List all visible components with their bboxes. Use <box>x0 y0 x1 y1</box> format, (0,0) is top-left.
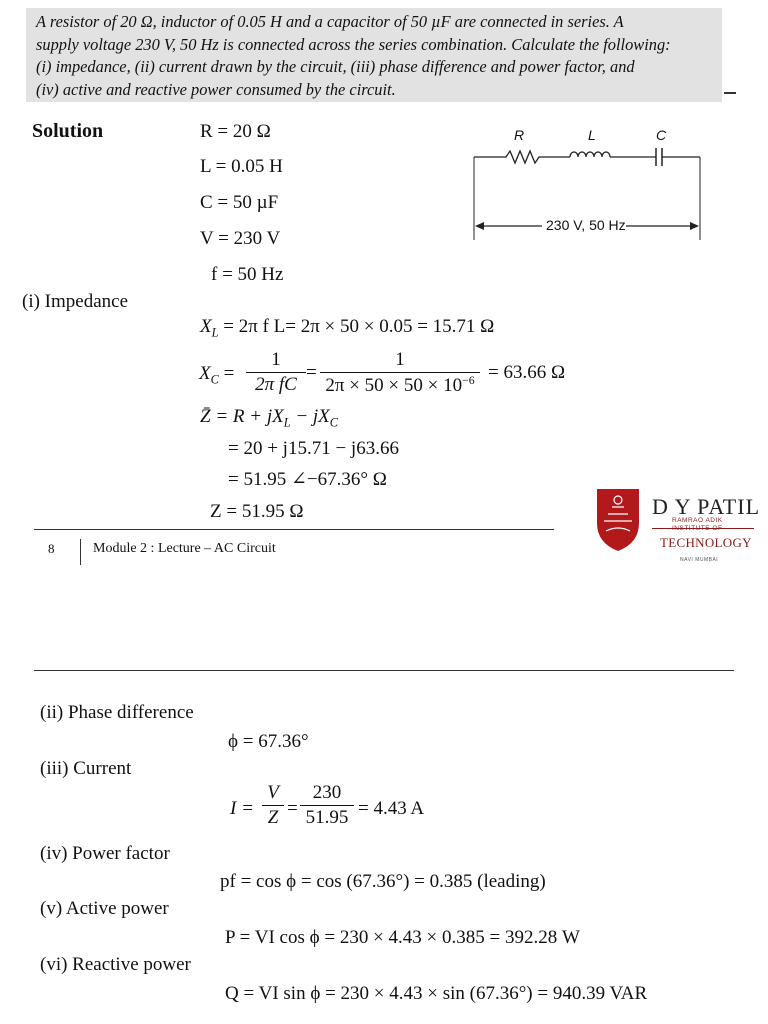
phase-equation: ϕ = 67.36° <box>228 731 309 752</box>
logo-title: D Y PATIL <box>652 494 761 519</box>
problem-line-1: A resistor of 20 Ω, inductor of 0.05 H and a capacitor of 50 µF are connected in series. A <box>36 12 624 31</box>
pf-heading: (iv) Power factor <box>40 843 170 864</box>
footer-divider <box>80 539 81 565</box>
problem-line-2: supply voltage 230 V, 50 Hz is connected across the series combination. Calculate the following: <box>36 34 671 54</box>
dy-patil-shield-logo <box>594 487 642 553</box>
xc-fraction-1: $\frac{1}{\text{2π fC}}$ <box>246 349 306 396</box>
xc-result: = 63.66 Ω <box>488 362 566 383</box>
current-lhs: I = <box>230 798 254 819</box>
reactive-power-heading: (vi) Reactive power <box>40 954 191 975</box>
logo-line-3: TECHNOLOGY <box>660 535 752 550</box>
current-equals: = <box>287 798 298 819</box>
current-fraction-1: $\frac{V}{Z}$ <box>262 782 284 829</box>
phase-heading: (ii) Phase difference <box>40 702 194 723</box>
footer-module: Module 2 : Lecture – AC Circuit <box>93 541 276 556</box>
circuit-label-l: L <box>588 127 596 143</box>
impedance-heading: (i) Impedance <box>22 291 129 312</box>
problem-line-4: (iv) active and reactive power consumed by the circuit. <box>36 79 396 99</box>
xl-subscript: L <box>211 325 219 340</box>
logo-line-2: INSTITUTE OF <box>672 525 723 532</box>
given-v: V = 230 V <box>200 228 281 249</box>
z-line-2: = 20 + j15.71 − j63.66 <box>228 438 399 459</box>
pf-equation: pf = cos ϕ = cos (67.36°) = 0.385 (leading) <box>220 871 546 892</box>
xc-symbol: $X_C$ = <box>199 363 235 387</box>
logo-line-4: NAVI MUMBAI <box>680 557 719 563</box>
given-f: f = 50 Hz <box>211 264 284 285</box>
footer-rule <box>34 529 554 530</box>
reactive-power-equation: Q = VI sin ϕ = 230 × 4.43 × sin (67.36°) = 940.39 VAR <box>225 983 648 1004</box>
xl-symbol: X <box>200 316 212 337</box>
problem-statement <box>26 8 722 102</box>
xc-fraction-2: $\frac{1}{2\pi \times 50 \times 50 \times 10^{-6}}$ <box>320 349 480 397</box>
active-power-equation: P = VI cos ϕ = 230 × 4.43 × 0.385 = 392.28 W <box>225 927 580 948</box>
given-l: L = 0.05 H <box>200 156 283 177</box>
current-heading: (iii) Current <box>40 758 132 779</box>
xl-expression: = 2π f L= 2π × 50 × 0.05 = 15.71 Ω <box>223 316 495 337</box>
given-r: R = 20 Ω <box>200 121 271 142</box>
current-result: = 4.43 A <box>358 798 425 819</box>
z-line-3: = 51.95 ∠−67.36° Ω <box>228 469 387 490</box>
active-power-heading: (v) Active power <box>40 898 169 919</box>
margin-dash <box>724 92 736 94</box>
circuit-supply-label: 230 V, 50 Hz <box>546 217 626 233</box>
xl-equation <box>200 316 494 340</box>
logo-line-1: RAMRAO ADIK <box>672 517 723 524</box>
circuit-label-r: R <box>514 127 525 143</box>
footer-page-number: 8 <box>48 541 55 556</box>
current-fraction-2: $\frac{230}{51.95}$ <box>300 782 354 829</box>
z-line-1: Z̄ = $R + jX_L - jX_C$ <box>200 406 339 430</box>
given-c: C = 50 µF <box>200 192 279 213</box>
problem-line-3: (i) impedance, (ii) current drawn by the circuit, (iii) phase difference and power factor, and <box>36 57 635 76</box>
solution-heading: Solution <box>32 120 104 142</box>
circuit-label-c: C <box>656 127 667 143</box>
z-line-4: Z = 51.95 Ω <box>210 501 304 522</box>
page2-top-rule <box>34 670 734 671</box>
xc-equals: = <box>306 362 317 383</box>
